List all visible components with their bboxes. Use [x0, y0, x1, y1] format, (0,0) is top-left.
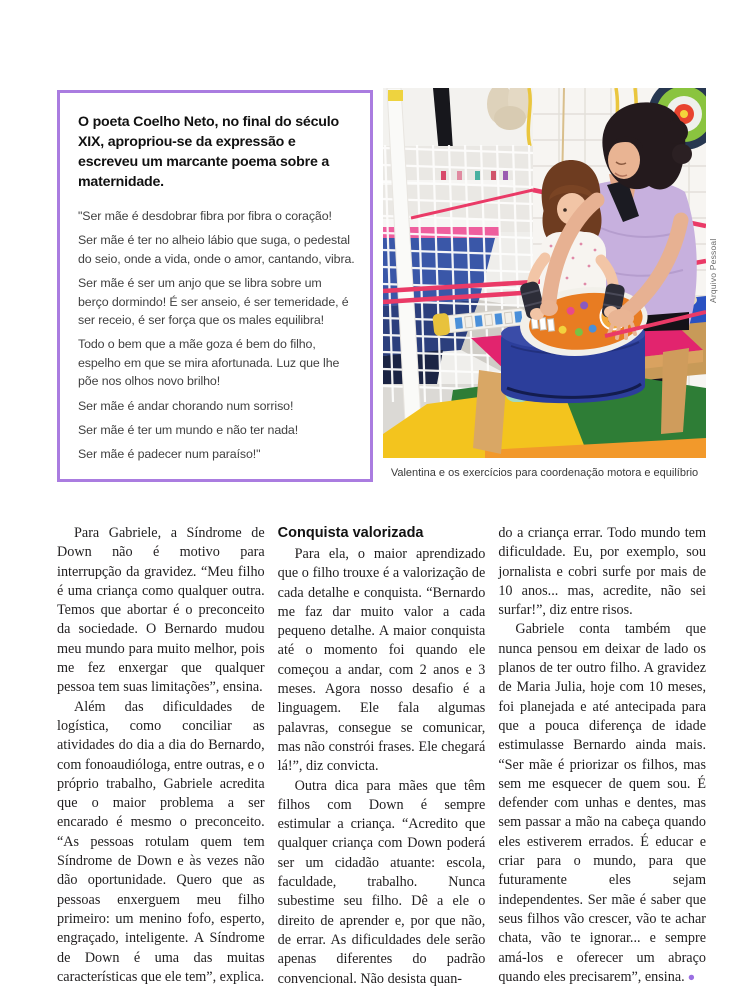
section-heading: Conquista valorizada	[277, 525, 424, 541]
article-column-2	[278, 524, 486, 989]
poem-box-heading: O poeta Coelho Neto, no final do século XIX, apropriou-se da expressão e escreveu um marcante poema sobre a maternidade.	[78, 114, 339, 190]
poem-stanza: Ser mãe é ter no alheio lábio que suga, o pedestal do seio, onde a vida, onde o amor, cantando, vibra.	[78, 233, 355, 266]
article-column-1	[57, 524, 265, 989]
paragraph: do a criança errar. Todo mundo tem dificuldade. Eu, por exemplo, sou jornalista e cobri surfe por mais de 10 anos... mas, acredite, não sei surfar!”, diz entre risos.	[498, 525, 706, 619]
paragraph: Para Gabriele, a Síndrome de Down não é motivo para interrupção da gravidez. “Meu filho é uma criança como qualquer outra. Temos que abortar é o preconceito da sociedade. O Bernardo mudou meu mundo para muito melhor, pois me fez enxergar que qualquer pessoa tem suas limitações”, ensina.	[57, 525, 265, 696]
article-body	[57, 524, 706, 989]
poem-stanza: "Ser mãe é desdobrar fibra por fibra o coração!	[78, 209, 332, 223]
photo-credit: Arquivo Pessoal	[708, 238, 718, 304]
paragraph: Outra dica para mães que têm filhos com Down é sempre estimular a criança. “Acredito que qualquer criança com Down poderá ser um cidadão atuante: escola, faculdade, trabalho. Nunca subestime seu filho. Dê a ele o direito de aprender e, por que não, de errar. As dificuldades dele serão apenas diferentes do padrão convencional. Não desista quan-	[277, 777, 486, 987]
end-of-article-dot: ●	[687, 969, 696, 984]
photo-caption: Valentina e os exercícios para coordenação motora e equilíbrio	[390, 467, 699, 479]
poem-stanza: Ser mãe é padecer num paraíso!"	[78, 447, 261, 462]
paragraph	[498, 620, 706, 987]
poem-box	[57, 90, 373, 482]
paragraph: Além das dificuldades de logística, como conciliar as atividades do dia a dia do Bernardo, com fonoaudióloga, entre outras, e o próprio trabalho, Gabriele acredita que o maior problema a ser encarado é mesmo o preconceito. “As pessoas rotulam quem tem Síndrome de Down e às vezes não dão oportunidade. Quero que as pessoas enxerguem meu filho primeiro: um menino fofo, esperto, engraçado, inteligente. A Síndrome de Down é uma das muitas características que ele tem”, explica.	[57, 698, 265, 985]
paragraph-text: Gabriele conta também que nunca pensou em deixar de lado os planos de ter outro filho. A gravidez de Maria Julia, hoje com 10 meses, foi planejada e até antecipada para que a pouca diferença de idade estimulasse Bernardo ainda mais. “Ser mãe é priorizar os filhos, mas sem me esquecer de quem sou. É defender com unhas e dentes, mas sem passar a mão na cabeça quando eles estiverem errados. É educar e criar para o mundo, para que futuramente eles sejam independentes. Ser mãe é saber que seus filhos vão crescer, vão te achar chata, vão te ignorar... e sempre amá-los e oferecer um abraço quando eles precisarem”, ensina.	[498, 621, 706, 985]
poem-stanza: Ser mãe é ser um anjo que se libra sobre um berço dormindo! É ser anseio, é ser temeridade, é ser receio, é ser força que os males equilibra!	[78, 276, 349, 328]
poem-stanza: Ser mãe é andar chorando num sorriso!	[78, 398, 294, 413]
therapy-room-photo	[383, 88, 706, 458]
article-column-3	[498, 524, 706, 989]
poem-stanza: Todo o bem que a mãe goza é bem do filho, espelho em que se mira afortunada. Luz que lhe põe nos olhos novo brilho!	[78, 337, 340, 389]
poem-stanza: Ser mãe é ter um mundo e não ter nada!	[78, 423, 299, 438]
paragraph: Para ela, o maior aprendizado que o filho trouxe é a valorização de cada detalhe e conquista. “Bernardo me faz dar muito valor a cada pequeno detalhe. A maior conquista até o momento foi quando ele começou a andar, com 2 anos e 3 meses. Agora nosso desafio é a linguagem. Ele fala algumas palavras, consegue se comunicar, mas não constrói frases. Ele chegará lá!”, diz convicta.	[277, 546, 486, 775]
